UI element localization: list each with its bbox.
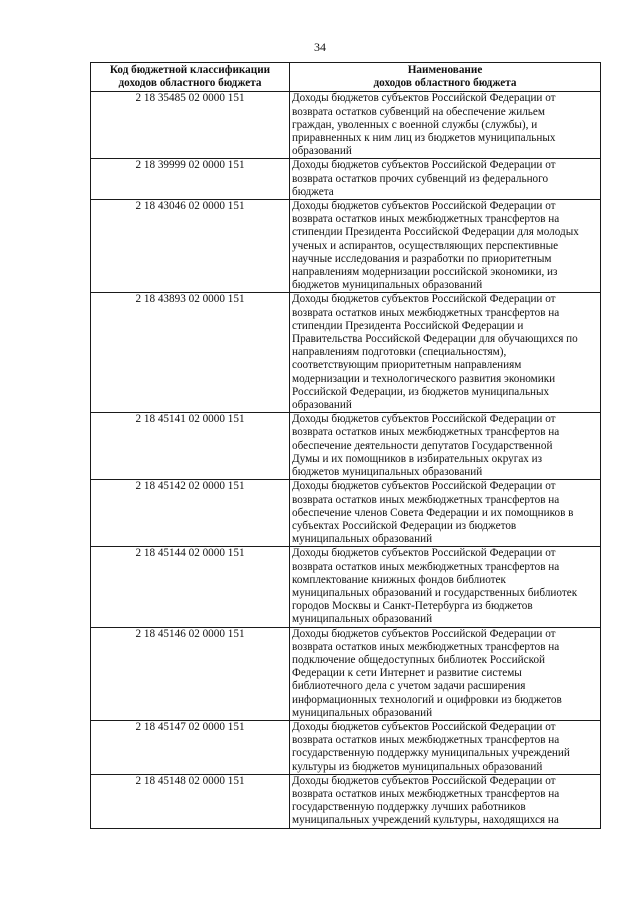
income-name-line: ученых и аспирантов, осуществляющих перспективные bbox=[292, 239, 559, 252]
income-name-cell bbox=[290, 293, 601, 413]
income-name-cell bbox=[290, 413, 601, 480]
budget-code-cell: 2 18 35485 02 0000 151 bbox=[91, 92, 290, 159]
income-name-cell bbox=[290, 200, 601, 293]
income-name-line: стипендии Президента Российской Федерации для молодых bbox=[292, 226, 579, 239]
income-name-line: Доходы бюджетов субъектов Российской Федерации от bbox=[292, 480, 556, 493]
budget-code-cell: 2 18 45148 02 0000 151 bbox=[91, 774, 290, 828]
budget-code-cell: 2 18 45144 02 0000 151 bbox=[91, 547, 290, 627]
budget-code-cell: 2 18 43046 02 0000 151 bbox=[91, 200, 290, 293]
table-row bbox=[91, 92, 601, 159]
income-name-line: информационных технологий и оцифровки из бюджетов bbox=[292, 693, 562, 706]
income-name-line: возврата остатков иных межбюджетных трансфертов на bbox=[292, 306, 560, 319]
income-name-line: подключение общедоступных библиотек Российской bbox=[292, 653, 546, 666]
income-name-line: возврата остатков иных межбюджетных трансфертов на bbox=[292, 213, 560, 226]
income-name-line: стипендии Президента Российской Федерации и bbox=[292, 319, 524, 332]
name-column-header bbox=[290, 63, 601, 92]
income-name-line: Доходы бюджетов субъектов Российской Федерации от bbox=[292, 627, 556, 640]
income-name-line: возврата остатков иных межбюджетных трансфертов на bbox=[292, 640, 560, 653]
income-name-line: обеспечение деятельности депутатов Государственной bbox=[292, 439, 553, 452]
table-header-row bbox=[91, 63, 601, 92]
income-name-line: Правительства Российской Федерации для обучающихся по bbox=[292, 333, 578, 346]
income-name-line: бюджетов муниципальных образований bbox=[292, 279, 483, 292]
income-name-line: Доходы бюджетов субъектов Российской Федерации от bbox=[292, 547, 556, 560]
budget-code-cell: 2 18 39999 02 0000 151 bbox=[91, 159, 290, 200]
table-row bbox=[91, 159, 601, 200]
budget-code-cell: 2 18 45147 02 0000 151 bbox=[91, 720, 290, 774]
income-name-line: направлениям подготовки (специальностям), bbox=[292, 346, 507, 359]
page-number: 34 bbox=[314, 40, 326, 54]
income-name-line: Доходы бюджетов субъектов Российской Федерации от bbox=[292, 413, 556, 426]
income-name-line: муниципальных образований и государственных библиотек bbox=[292, 586, 578, 599]
income-name-line: муниципальных учреждений культуры, находящихся на bbox=[292, 814, 559, 827]
table-row bbox=[91, 627, 601, 720]
income-name-line: Доходы бюджетов субъектов Российской Федерации от bbox=[292, 774, 556, 787]
income-name-line: комплектование книжных фондов библиотек bbox=[292, 573, 506, 586]
income-name-line: Доходы бюджетов субъектов Российской Федерации от bbox=[292, 293, 556, 306]
name-header-line: доходов областного бюджета bbox=[373, 77, 517, 90]
income-name-cell bbox=[290, 480, 601, 547]
budget-code-cell: 2 18 45142 02 0000 151 bbox=[91, 480, 290, 547]
income-name-line: возврата остатков иных межбюджетных трансфертов на bbox=[292, 493, 560, 506]
table-row bbox=[91, 720, 601, 774]
income-name-line: возврата остатков субвенций на обеспечение жильем bbox=[292, 105, 545, 118]
income-name-line: образований bbox=[292, 399, 352, 412]
table-row bbox=[91, 413, 601, 480]
income-name-line: Доходы бюджетов субъектов Российской Федерации от bbox=[292, 720, 556, 733]
income-name-line: городов Москвы и Санкт-Петербурга из бюджетов bbox=[292, 600, 533, 613]
income-name-line: приравненных к ним лиц из бюджетов муниципальных bbox=[292, 132, 556, 145]
income-name-line: модернизации и технологического развития экономики bbox=[292, 372, 556, 385]
income-name-cell bbox=[290, 627, 601, 720]
income-name-cell bbox=[290, 159, 601, 200]
name-header-line: Наименование bbox=[407, 64, 483, 76]
code-header-line: Код бюджетной классификации bbox=[109, 64, 271, 76]
income-name-line: Доходы бюджетов субъектов Российской Федерации от bbox=[292, 92, 556, 105]
income-name-line: муниципальных образований bbox=[292, 533, 433, 546]
income-name-line: Российской Федерации, из бюджетов муниципальных bbox=[292, 385, 550, 398]
income-name-line: возврата остатков иных межбюджетных трансфертов на bbox=[292, 426, 560, 439]
income-name-line: направлениям модернизации российской экономики, из bbox=[292, 266, 558, 279]
table-row bbox=[91, 293, 601, 413]
income-name-line: муниципальных образований bbox=[292, 706, 433, 719]
income-name-line: библиотечного дела с учетом задачи расширения bbox=[292, 680, 526, 693]
code-header-line: доходов областного бюджета bbox=[118, 77, 262, 90]
income-name-line: культуры из бюджетов муниципальных образований bbox=[292, 760, 543, 773]
income-name-line: Доходы бюджетов субъектов Российской Федерации от bbox=[292, 159, 556, 172]
table-row bbox=[91, 200, 601, 293]
income-name-line: возврата остатков прочих субвенций из федерального bbox=[292, 172, 549, 185]
table-row bbox=[91, 774, 601, 828]
income-name-line: соответствующим приоритетным направлениям bbox=[292, 359, 522, 372]
income-name-line: Доходы бюджетов субъектов Российской Федерации от bbox=[292, 200, 556, 213]
income-name-line: муниципальных образований bbox=[292, 613, 433, 626]
table-row bbox=[91, 547, 601, 627]
income-name-line: бюджетов муниципальных образований bbox=[292, 466, 483, 479]
income-name-line: возврата остатков иных межбюджетных трансфертов на bbox=[292, 787, 560, 800]
income-name-line: научные исследования и разработки по приоритетным bbox=[292, 252, 552, 265]
budget-code-cell: 2 18 45141 02 0000 151 bbox=[91, 413, 290, 480]
income-name-line: образований bbox=[292, 145, 352, 158]
income-name-line: возврата остатков иных межбюджетных трансфертов на bbox=[292, 560, 560, 573]
budget-income-table bbox=[90, 62, 601, 829]
income-name-cell bbox=[290, 720, 601, 774]
income-name-line: граждан, уволенных с военной службы (службы), и bbox=[292, 118, 538, 131]
income-name-line: обеспечение членов Совета Федерации и их помощников в bbox=[292, 506, 574, 519]
income-name-line: государственную поддержку лучших работников bbox=[292, 801, 526, 814]
income-name-line: Думы и их помощников в избирательных округах из bbox=[292, 452, 543, 465]
income-name-cell bbox=[290, 92, 601, 159]
income-name-line: Федерации к сети Интернет и развитие системы bbox=[292, 667, 522, 680]
table-row bbox=[91, 480, 601, 547]
income-name-cell bbox=[290, 774, 601, 828]
income-name-line: государственную поддержку муниципальных учреждений bbox=[292, 747, 570, 760]
budget-code-cell: 2 18 45146 02 0000 151 bbox=[91, 627, 290, 720]
code-column-header bbox=[91, 63, 290, 92]
income-name-line: бюджета bbox=[292, 185, 334, 198]
budget-code-cell: 2 18 43893 02 0000 151 bbox=[91, 293, 290, 413]
income-name-line: возврата остатков иных межбюджетных трансфертов на bbox=[292, 734, 560, 747]
income-name-cell bbox=[290, 547, 601, 627]
income-name-line: субъектах Российской Федерации из бюджетов bbox=[292, 519, 517, 532]
